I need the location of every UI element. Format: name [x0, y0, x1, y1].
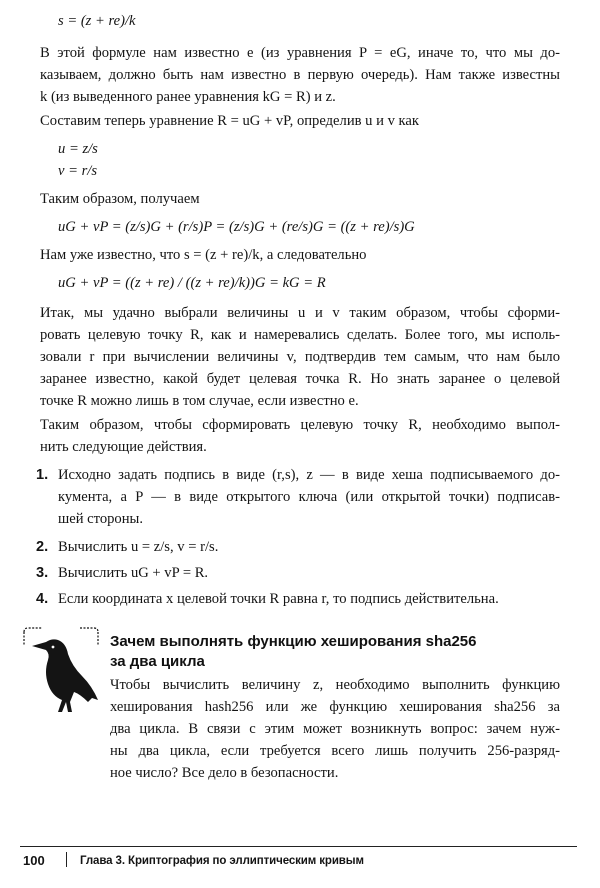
list-number: 2. [36, 539, 49, 555]
formula-s: s = (z + re)/k [58, 13, 136, 29]
paragraph-line: казываем, должно быть нам известно в первую очередь). Нам также известны [40, 67, 560, 83]
sidebar-title: Зачем выполнять функцию хеширования sha256 [110, 633, 477, 650]
list-number: 4. [36, 591, 49, 607]
paragraph-line: нить следующие действия. [40, 439, 207, 455]
sidebar-line: ное число? Все дело в безопасности. [110, 765, 339, 781]
paragraph-line: заранее известно, какой будет целевая точка R. Но знать заранее о целевой [40, 371, 560, 387]
paragraph-line: зовали r при вычислении величины v, подтвердив тем самым, что нам было [40, 349, 560, 365]
sidebar-line: Чтобы вычислить величину z, необходимо выполнить функцию [110, 677, 560, 693]
crow-icon [22, 626, 100, 714]
formula-uG-vP-2: uG + vP = ((z + re) / ((z + re)/k))G = kG = R [58, 275, 326, 291]
sidebar-line: два цикла. В связи с этим может возникнуть вопрос: зачем нуж- [110, 721, 560, 737]
list-item-line: Вычислить u = z/s, v = r/s. [58, 539, 219, 555]
page-number: 100 [23, 853, 45, 868]
sidebar-line: ны два цикла, если требуется всего лишь получить 256-разряд- [110, 743, 560, 759]
paragraph-line: Таким образом, получаем [40, 191, 200, 207]
list-number: 3. [36, 565, 49, 581]
list-item-line: Вычислить uG + vP = R. [58, 565, 209, 581]
sidebar-line: хеширования hash256 или же функцию хеширования sha256 за [110, 699, 560, 715]
footer-separator [66, 852, 67, 867]
list-item-line: Исходно задать подпись в виде (r,s), z — в виде хеша подписываемого до- [58, 467, 560, 483]
list-number: 1. [36, 467, 49, 483]
running-head: Глава 3. Криптография по эллиптическим кривым [80, 855, 364, 867]
list-item-line: Если координата x целевой точки R равна r, то подпись действительна. [58, 591, 499, 607]
paragraph-line: Таким образом, чтобы сформировать целевую точку R, необходимо выпол- [40, 417, 560, 433]
list-item-line: кумента, а P — в виде открытого ключа (или открытой точки) подписав- [58, 489, 560, 505]
paragraph-line: точке R можно лишь в том случае, если известно e. [40, 393, 359, 409]
list-item-line: шей стороны. [58, 511, 143, 527]
footer-rule [20, 846, 577, 847]
paragraph-line: Нам уже известно, что s = (z + re)/k, а следовательно [40, 247, 367, 263]
paragraph-line: Итак, мы удачно выбрали величины u и v таким образом, чтобы сформи- [40, 305, 560, 321]
formula-uG-vP-1: uG + vP = (z/s)G + (r/s)P = (z/s)G + (re/s)G = ((z + re)/s)G [58, 219, 415, 235]
formula-u: u = z/s [58, 141, 98, 157]
paragraph-line: Составим теперь уравнение R = uG + vP, определив u и v как [40, 113, 419, 129]
sidebar-title: за два цикла [110, 653, 205, 670]
paragraph-line: В этой формуле нам известно e (из уравнения P = eG, иначе то, что мы до- [40, 45, 560, 61]
paragraph-line: ровать целевую точку R, как и намеревались сделать. Более того, мы исполь- [40, 327, 560, 343]
formula-v: v = r/s [58, 163, 98, 179]
paragraph-line: k (из выведенного ранее уравнения kG = R) и z. [40, 89, 336, 105]
